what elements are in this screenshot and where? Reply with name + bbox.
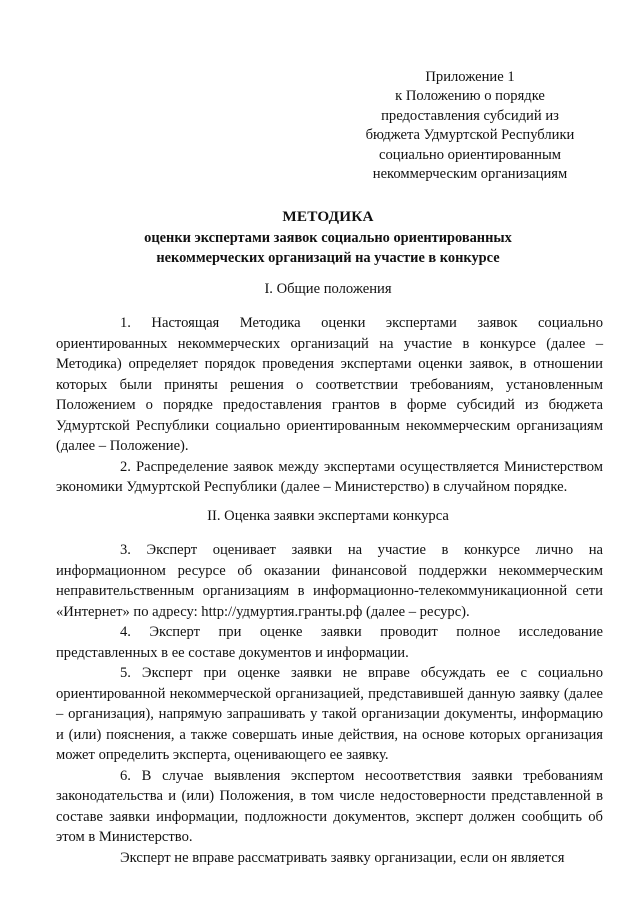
- paragraph-5: 5. Эксперт при оценке заявки не вправе обсуждать ее с социально ориентированной некоммерческой организацией, представившей данную заявку (далее – организация), напрямую запрашивать у такой организации документы, информацию и (или) пояснения, а также совершать иные действия, на основе которых организация может определить эксперта, оценивающего ее заявку.: [56, 665, 603, 763]
- paragraph-1: 1. Настоящая Методика оценки экспертами заявок социально ориентированных некоммерческих организаций на участие в конкурсе (далее – Методика) определяет порядок проведения экспертами оценки заявок, в отношении которых были приняты решения о соответствии требованиям, установленным Положением о порядке предоставления грантов в форме субсидий из бюджета Удмуртской Республики социально ориентированным некоммерческим организациям (далее – Положение).: [56, 315, 603, 454]
- appendix-header: [330, 68, 610, 184]
- title-subtitle-line-1: оценки экспертами заявок социально ориентированных: [144, 230, 512, 246]
- appendix-line: социально ориентированным: [378, 146, 561, 163]
- section-2-body: [56, 540, 603, 868]
- title-subtitle-line-2: некоммерческих организаций на участие в конкурсе: [156, 250, 500, 266]
- appendix-line: к Положению о порядке: [395, 88, 545, 105]
- appendix-line: Приложение 1: [425, 69, 515, 85]
- appendix-line: бюджета Удмуртской Республики: [365, 127, 575, 144]
- document-title: [40, 206, 616, 268]
- paragraph-2: 2. Распределение заявок между экспертами осуществляется Министерством экономики Удмуртской Республики (далее – Министерство) в случайном порядке.: [56, 458, 603, 495]
- section-1-heading: I. Общие положения: [264, 281, 392, 297]
- paragraph-7: Эксперт не вправе рассматривать заявку организации, если он является: [120, 849, 565, 866]
- appendix-line: некоммерческим организациям: [372, 166, 568, 183]
- title-main: МЕТОДИКА: [282, 208, 374, 225]
- paragraph-6: 6. В случае выявления экспертом несоответствия заявки требованиям законодательства и (или) Положения, в том числе недостоверности представленной в составе заявки информации, подложности документов, эксперт должен сообщить об этом в Министерство.: [56, 767, 603, 845]
- paragraph-3: 3. Эксперт оценивает заявки на участие в конкурсе лично на информационном ресурсе об оказании финансовой поддержки некоммерческим неправительственным организациям в информационно-телекоммуникационной сети «Интернет» по адресу: http://удмуртия.гранты.рф (далее – ресурс).: [56, 542, 603, 620]
- section-2-heading: II. Оценка заявки экспертами конкурса: [207, 508, 449, 524]
- appendix-line: предоставления субсидий из: [381, 107, 559, 124]
- section-1-body: [56, 313, 603, 498]
- paragraph-4: 4. Эксперт при оценке заявки проводит полное исследование представленных в ее составе документов и информации.: [56, 624, 603, 661]
